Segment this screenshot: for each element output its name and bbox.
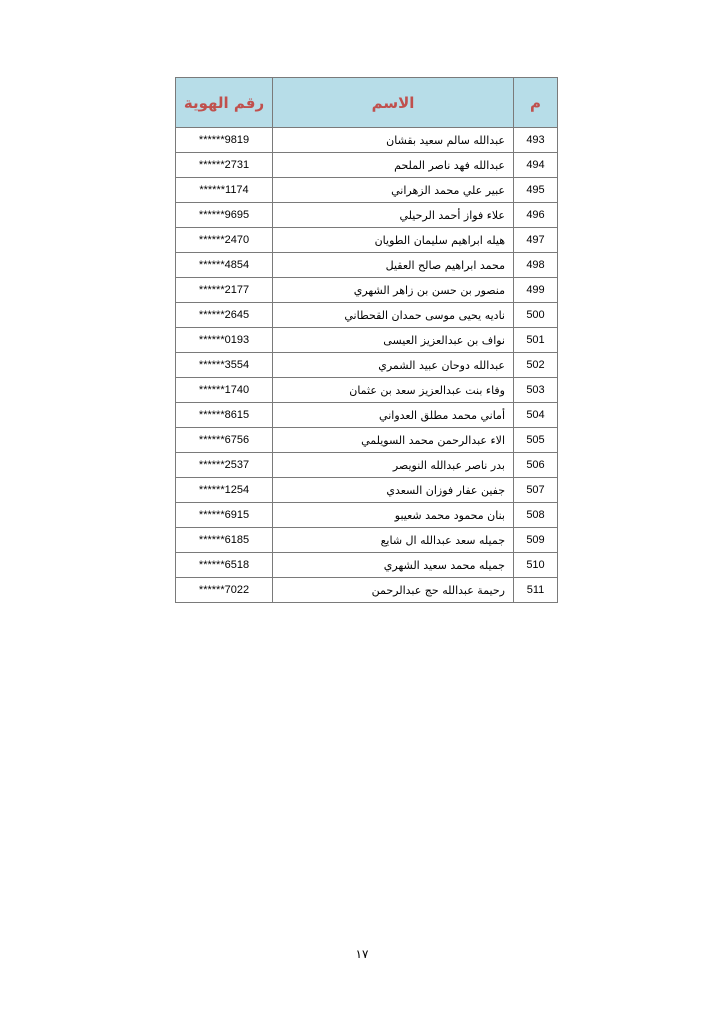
row-number: 501 <box>514 328 558 353</box>
row-name: منصور بن حسن بن زاهر الشهري <box>273 278 514 303</box>
table-row <box>176 203 558 228</box>
row-name: بدر ناصر عبدالله النويصر <box>273 453 514 478</box>
row-number: 502 <box>514 353 558 378</box>
table-row <box>176 128 558 153</box>
row-name: علاء فواز أحمد الرحيلي <box>273 203 514 228</box>
row-name: ناديه يحيى موسى حمدان القحطاني <box>273 303 514 328</box>
table-row <box>176 328 558 353</box>
table-row <box>176 553 558 578</box>
row-id: ******9695 <box>176 203 273 228</box>
row-id: ******2470 <box>176 228 273 253</box>
row-name: جميله سعد عبدالله ال شايع <box>273 528 514 553</box>
table-row <box>176 178 558 203</box>
row-number: 511 <box>514 578 558 603</box>
row-number: 494 <box>514 153 558 178</box>
row-name: وفاء بنت عبدالعزيز سعد بن عثمان <box>273 378 514 403</box>
row-name: هيله ابراهيم سليمان الطويان <box>273 228 514 253</box>
table-row <box>176 378 558 403</box>
table-row <box>176 228 558 253</box>
row-id: ******6185 <box>176 528 273 553</box>
table-row <box>176 503 558 528</box>
table-row <box>176 453 558 478</box>
names-table <box>175 77 558 603</box>
row-number: 493 <box>514 128 558 153</box>
table-row <box>176 353 558 378</box>
row-id: ******9819 <box>176 128 273 153</box>
row-name: أماني محمد مطلق العدواني <box>273 403 514 428</box>
row-number: 504 <box>514 403 558 428</box>
row-number: 510 <box>514 553 558 578</box>
table-row <box>176 253 558 278</box>
row-id: ******7022 <box>176 578 273 603</box>
row-name: نواف بن عبدالعزيز العيسى <box>273 328 514 353</box>
row-name: جفين عفار فوزان السعدي <box>273 478 514 503</box>
row-id: ******2177 <box>176 278 273 303</box>
row-id: ******2537 <box>176 453 273 478</box>
row-number: 503 <box>514 378 558 403</box>
row-number: 499 <box>514 278 558 303</box>
row-id: ******6756 <box>176 428 273 453</box>
row-id: ******6518 <box>176 553 273 578</box>
table-row <box>176 578 558 603</box>
row-id: ******1740 <box>176 378 273 403</box>
row-number: 507 <box>514 478 558 503</box>
row-id: ******8615 <box>176 403 273 428</box>
table-row <box>176 478 558 503</box>
row-name: جميله محمد سعيد الشهري <box>273 553 514 578</box>
row-name: عبدالله دوحان عبيد الشمري <box>273 353 514 378</box>
table-row <box>176 303 558 328</box>
row-number: 495 <box>514 178 558 203</box>
header-id: رقم الهوية <box>176 78 273 128</box>
table-header-row <box>176 78 558 128</box>
row-number: 500 <box>514 303 558 328</box>
header-number: م <box>514 78 558 128</box>
row-id: ******2645 <box>176 303 273 328</box>
row-id: ******1174 <box>176 178 273 203</box>
row-number: 498 <box>514 253 558 278</box>
row-name: عبير علي محمد الزهراني <box>273 178 514 203</box>
row-name: محمد ابراهيم صالح العقيل <box>273 253 514 278</box>
row-number: 506 <box>514 453 558 478</box>
row-id: ******4854 <box>176 253 273 278</box>
row-id: ******6915 <box>176 503 273 528</box>
row-name: رحيمة عبدالله حج عبدالرحمن <box>273 578 514 603</box>
row-name: عبدالله سالم سعيد بقشان <box>273 128 514 153</box>
row-id: ******0193 <box>176 328 273 353</box>
row-id: ******1254 <box>176 478 273 503</box>
header-name: الاسم <box>273 78 514 128</box>
table-row <box>176 403 558 428</box>
row-id: ******3554 <box>176 353 273 378</box>
row-number: 496 <box>514 203 558 228</box>
row-id: ******2731 <box>176 153 273 178</box>
table-row <box>176 428 558 453</box>
table-row <box>176 528 558 553</box>
row-name: بنان محمود محمد شعيبو <box>273 503 514 528</box>
row-number: 505 <box>514 428 558 453</box>
row-number: 497 <box>514 228 558 253</box>
page-number: ١٧ <box>355 947 369 961</box>
table-row <box>176 278 558 303</box>
row-number: 508 <box>514 503 558 528</box>
row-name: عبدالله فهد ناصر الملحم <box>273 153 514 178</box>
table-row <box>176 153 558 178</box>
row-name: الاء عبدالرحمن محمد السويلمي <box>273 428 514 453</box>
row-number: 509 <box>514 528 558 553</box>
